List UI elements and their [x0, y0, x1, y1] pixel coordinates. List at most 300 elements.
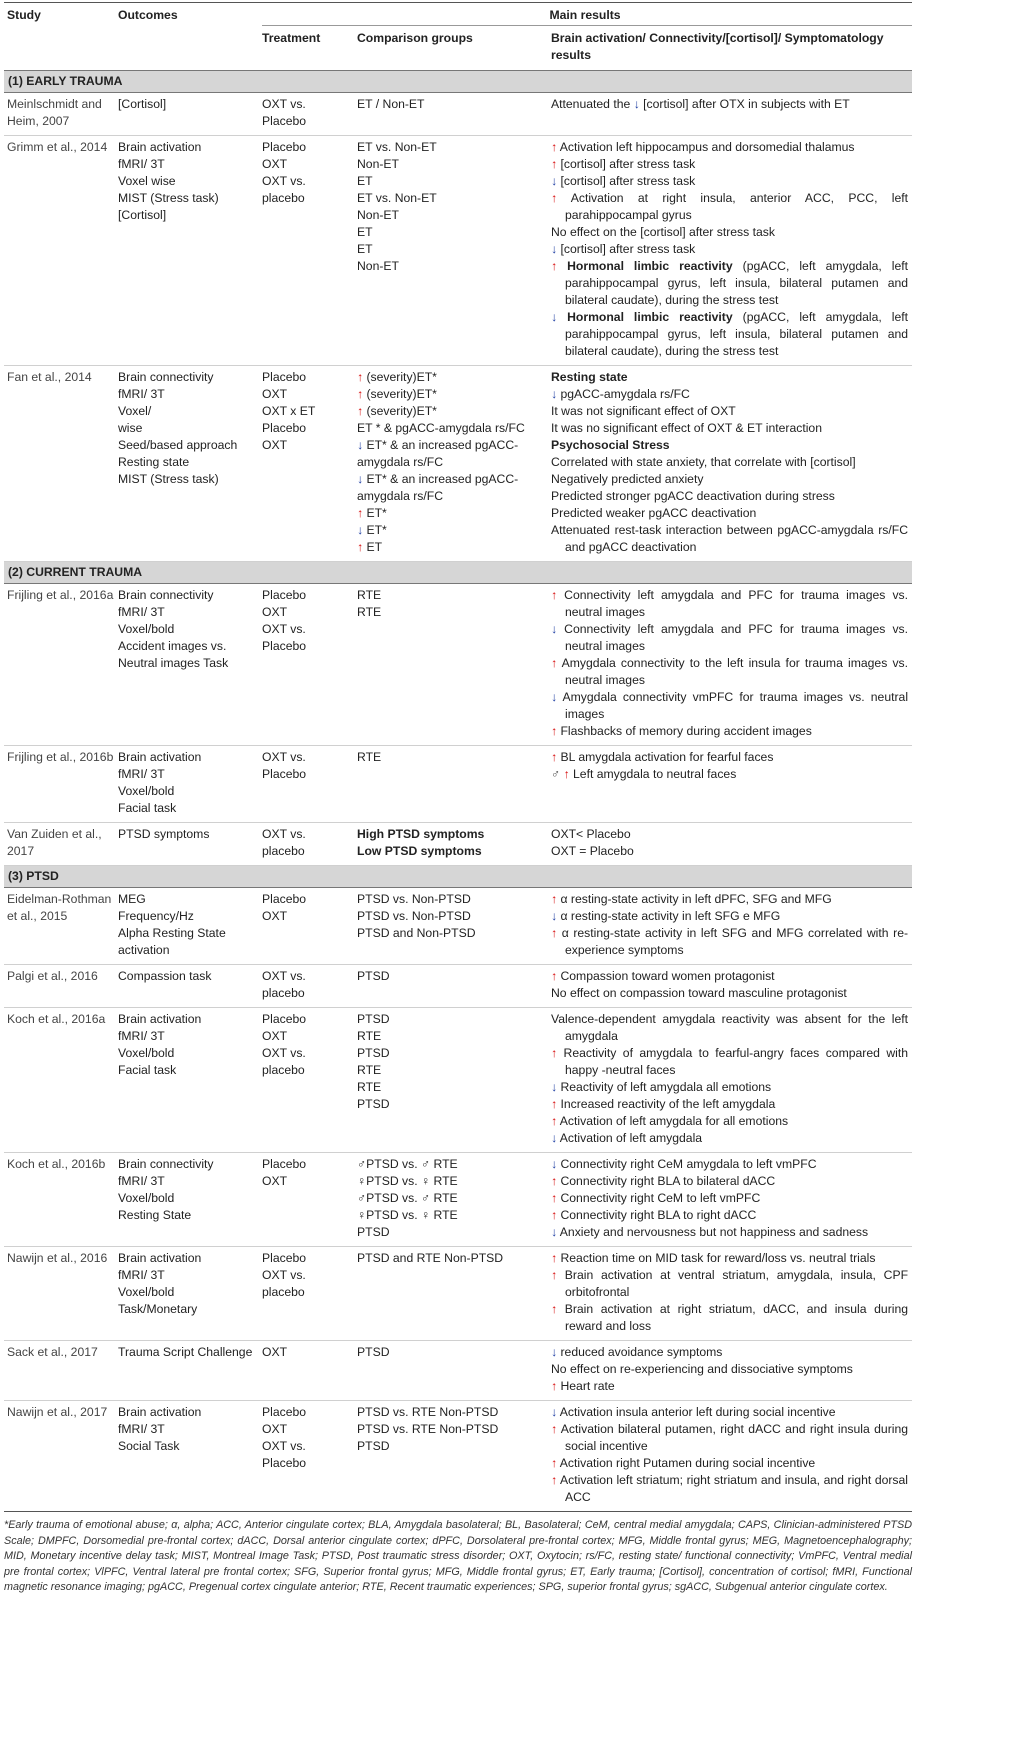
- treatment-cell: [262, 584, 357, 746]
- down-arrow-icon: ↓: [551, 387, 558, 401]
- result-line: [551, 1096, 908, 1113]
- up-arrow-icon: ↑: [551, 1302, 558, 1316]
- up-arrow-icon: ↑: [551, 588, 558, 602]
- outcome-line: [Cortisol]: [118, 97, 167, 111]
- result-text: Activation left hippocampus and dorsomedial thalamus: [557, 140, 855, 154]
- comparison-cell: [357, 136, 551, 366]
- comparison-text: PTSD vs. Non-PTSD: [357, 909, 471, 923]
- col-header-results: Brain activation/ Connectivity/[cortisol]/ Symptomatology results: [551, 26, 912, 71]
- result-line: [551, 1045, 908, 1079]
- comparison-line: [357, 369, 547, 386]
- comparison-text: ET vs. Non-ET: [357, 191, 437, 205]
- up-arrow-icon: ↑: [357, 540, 364, 554]
- up-arrow-icon: ↑: [551, 1422, 558, 1436]
- result-line: [551, 968, 908, 985]
- study-name: Grimm et al., 2014: [4, 136, 118, 366]
- outcome-line: Task/Monetary: [118, 1302, 198, 1316]
- treatment-line: Placebo: [262, 1012, 307, 1026]
- treatment-line: OXT: [262, 1174, 288, 1188]
- study-row: [4, 1247, 912, 1341]
- result-text: (pgACC, left amygdala, left parahippocampal gyrus, left insula, bilateral putamen and bilateral caudate), during the stress test: [565, 310, 909, 358]
- treatment-line: Placebo: [262, 421, 307, 435]
- comparison-cell: [357, 93, 551, 136]
- outcome-line: Brain activation: [118, 1012, 202, 1026]
- result-text: Predicted weaker pgACC deactivation: [551, 506, 757, 520]
- outcome-line: fMRI/ 3T: [118, 1422, 165, 1436]
- result-line: [551, 139, 908, 156]
- comparison-text: ET / Non-ET: [357, 97, 425, 111]
- treatment-cell: [262, 1401, 357, 1512]
- result-text: (pgACC, left amygdala, left parahippocampal gyrus, left insula, bilateral putamen and bilateral caudate), during the stress test: [565, 259, 909, 307]
- result-line: [551, 621, 908, 655]
- results-cell: [551, 965, 912, 1008]
- result-text: BL amygdala activation for fearful faces: [557, 750, 774, 764]
- comparison-text: (severity)ET*: [366, 387, 437, 401]
- result-line: [551, 1421, 908, 1455]
- result-text: Activation of left amygdala for all emotions: [557, 1114, 789, 1128]
- result-text: [557, 259, 567, 273]
- result-line: [551, 1113, 908, 1130]
- result-line: [551, 1173, 908, 1190]
- col-header-outcomes: Outcomes: [118, 3, 262, 26]
- outcome-line: MIST (Stress task): [118, 191, 219, 205]
- result-text: Connectivity right CeM to left vmPFC: [557, 1191, 761, 1205]
- up-arrow-icon: ↑: [551, 724, 558, 738]
- down-arrow-icon: ↓: [551, 690, 558, 704]
- outcome-line: Frequency/Hz: [118, 909, 194, 923]
- treatment-line: OXT vs.: [262, 750, 306, 764]
- comparison-line: [357, 1344, 547, 1361]
- up-arrow-icon: ↑: [357, 506, 364, 520]
- comparison-line: [357, 1250, 547, 1267]
- study-row: [4, 584, 912, 746]
- up-arrow-icon: ↑: [551, 750, 558, 764]
- up-arrow-icon: ↑: [551, 1208, 558, 1222]
- comparison-cell: [357, 1153, 551, 1247]
- result-text: [cortisol] after OTX in subjects with ET: [639, 97, 850, 111]
- comparison-line: [357, 826, 547, 843]
- outcome-line: Social Task: [118, 1439, 180, 1453]
- comparison-text: PTSD and Non-PTSD: [357, 926, 476, 940]
- outcome-line: [Cortisol]: [118, 208, 167, 222]
- study-name: Nawijn et al., 2016: [4, 1247, 118, 1341]
- result-text: [cortisol] after stress task: [557, 174, 696, 188]
- outcomes-cell: [118, 584, 262, 746]
- up-arrow-icon: ↑: [551, 1251, 558, 1265]
- comparison-line: [357, 1062, 547, 1079]
- outcome-line: fMRI/ 3T: [118, 605, 165, 619]
- comparison-text: PTSD: [357, 969, 390, 983]
- up-arrow-icon: ↑: [551, 1114, 558, 1128]
- result-line: [551, 1079, 908, 1096]
- result-text: Connectivity left amygdala and PFC for trauma images vs. neutral images: [557, 622, 909, 653]
- comparison-text: ♀PTSD vs. ♀ RTE: [357, 1174, 458, 1188]
- result-text: Predicted stronger pgACC deactivation during stress: [551, 489, 835, 503]
- study-name: Eidelman-Rothman et al., 2015: [4, 888, 118, 965]
- result-line: [551, 1455, 908, 1472]
- treatment-cell: [262, 965, 357, 1008]
- result-line: [551, 1378, 908, 1395]
- comparison-text: PTSD: [357, 1046, 390, 1060]
- treatment-line: Placebo: [262, 1456, 307, 1470]
- result-text: Activation bilateral putamen, right dACC and right insula during social incentive: [557, 1422, 909, 1453]
- treatment-line: placebo: [262, 1285, 305, 1299]
- treatment-cell: [262, 888, 357, 965]
- up-arrow-icon: ↑: [551, 969, 558, 983]
- treatment-line: placebo: [262, 844, 305, 858]
- treatment-line: placebo: [262, 191, 305, 205]
- result-text: Resting state: [551, 370, 628, 384]
- outcomes-cell: [118, 746, 262, 823]
- comparison-text: RTE: [357, 605, 382, 619]
- table-header: [4, 3, 912, 71]
- result-text: Attenuated rest-task interaction between pgACC-amygdala rs/FC and pgACC deactivation: [551, 523, 909, 554]
- result-line: [551, 1190, 908, 1207]
- treatment-line: OXT vs.: [262, 174, 306, 188]
- comparison-line: [357, 1045, 547, 1062]
- result-line: [551, 403, 908, 420]
- comparison-cell: [357, 1401, 551, 1512]
- outcome-line: fMRI/ 3T: [118, 1174, 165, 1188]
- comparison-text: Non-ET: [357, 259, 399, 273]
- treatment-line: Placebo: [262, 1157, 307, 1171]
- results-cell: [551, 746, 912, 823]
- up-arrow-icon: ↑: [563, 767, 570, 781]
- outcome-line: Brain activation: [118, 1405, 202, 1419]
- down-arrow-icon: ↓: [357, 472, 364, 486]
- outcomes-cell: [118, 888, 262, 965]
- comparison-line: [357, 843, 547, 860]
- comparison-text: ET: [366, 540, 383, 554]
- comparison-text: PTSD: [357, 1225, 390, 1239]
- up-arrow-icon: ↑: [551, 140, 558, 154]
- result-text: pgACC-amygdala rs/FC: [557, 387, 690, 401]
- result-text: Brain activation at right striatum, dACC, and insula during reward and loss: [557, 1302, 909, 1333]
- treatment-line: Placebo: [262, 140, 307, 154]
- comparison-text: ♂PTSD vs. ♂ RTE: [357, 1191, 458, 1205]
- col-header-comparison-groups: Comparison groups: [357, 26, 551, 71]
- results-cell: [551, 823, 912, 866]
- down-arrow-icon: ↓: [551, 242, 558, 256]
- comparison-text: RTE: [357, 588, 382, 602]
- treatment-line: Placebo: [262, 588, 307, 602]
- outcomes-cell: [118, 136, 262, 366]
- outcome-line: Brain connectivity: [118, 588, 214, 602]
- results-cell: [551, 136, 912, 366]
- result-text: No effect on compassion toward masculine protagonist: [551, 986, 847, 1000]
- outcomes-cell: [118, 1153, 262, 1247]
- study-row: [4, 888, 912, 965]
- result-line: [551, 1404, 908, 1421]
- treatment-cell: [262, 93, 357, 136]
- result-line: [551, 1361, 908, 1378]
- up-arrow-icon: ↑: [551, 191, 558, 205]
- comparison-line: [357, 258, 547, 275]
- treatment-line: OXT: [262, 1029, 288, 1043]
- table-body: [4, 71, 912, 1512]
- outcome-line: fMRI/ 3T: [118, 387, 165, 401]
- down-arrow-icon: ↓: [551, 622, 558, 636]
- study-row: [4, 1008, 912, 1153]
- result-text: It was not significant effect of OXT: [551, 404, 736, 418]
- outcome-line: Voxel/: [118, 404, 152, 418]
- result-text: Heart rate: [557, 1379, 615, 1393]
- treatment-line: OXT x ET: [262, 404, 316, 418]
- comparison-text: PTSD vs. RTE Non-PTSD: [357, 1405, 499, 1419]
- result-line: [551, 1156, 908, 1173]
- outcome-line: Voxel/bold: [118, 1285, 175, 1299]
- results-cell: [551, 93, 912, 136]
- outcome-line: Brain activation: [118, 140, 202, 154]
- down-arrow-icon: ↓: [551, 909, 558, 923]
- result-line: [551, 749, 908, 766]
- outcome-line: PTSD symptoms: [118, 827, 210, 841]
- study-name: Nawijn et al., 2017: [4, 1401, 118, 1512]
- result-line: [551, 891, 908, 908]
- comparison-cell: [357, 888, 551, 965]
- results-cell: [551, 584, 912, 746]
- result-text: OXT = Placebo: [551, 844, 634, 858]
- study-row: [4, 1153, 912, 1247]
- comparison-text: PTSD and RTE Non-PTSD: [357, 1251, 504, 1265]
- comparison-line: [357, 471, 547, 505]
- result-line: [551, 1250, 908, 1267]
- outcome-line: Voxel wise: [118, 174, 176, 188]
- result-line: [551, 488, 908, 505]
- down-arrow-icon: ↓: [551, 1157, 558, 1171]
- outcomes-cell: [118, 823, 262, 866]
- treatment-cell: [262, 746, 357, 823]
- result-line: [551, 258, 908, 309]
- result-line: [551, 369, 908, 386]
- outcome-line: MEG: [118, 892, 146, 906]
- comparison-line: [357, 749, 547, 766]
- comparison-line: [357, 1190, 547, 1207]
- comparison-text: RTE: [357, 1063, 382, 1077]
- up-arrow-icon: ↑: [551, 1191, 558, 1205]
- result-text: Correlated with state anxiety, that correlate with [cortisol]: [551, 455, 856, 469]
- up-arrow-icon: ↑: [551, 1174, 558, 1188]
- up-arrow-icon: ↑: [357, 370, 364, 384]
- table-footnote: *Early trauma of emotional abuse; α, alpha; ACC, Anterior cingulate cortex; BLA, Amygdala basolateral; BL, Basolateral; CeM, central medial amygdala; CAPS, Clinician-administered PTSD Scale; DMPFC, Dorsomedial pre-frontal cortex; dACC, Dorsal anterior cingulate cortex; dPFC, Dorsolateral pre-frontal cortex; MFG, Middle frontal gyrus; MEG, Magnetoencephalography; MID, Monetary incentive delay task; MIST, Montreal Image Task; PTSD, Post traumatic stress disorder; OXT, Oxytocin; rs/FC, resting state/ functional connectivity; VmPFC, Ventral medial pre frontal cortex; VlPFC, Ventral lateral pre frontal cortex; SFG, Superior frontal gyrus; MFG, Middle frontal gyrus; ET, Early trauma; [Cortisol], concentration of cortisol; fMRI, Functional magnetic resonance imaging; pgACC, Pregenual cortex cingulate anterior; RTE, Recent traumatic experiences; SPG, superior frontal gyrus; sgACC, Subgenual anterior cingulate cortex.: [4, 1519, 912, 1593]
- result-text: Psychosocial Stress: [551, 438, 670, 452]
- result-text: Hormonal limbic reactivity: [567, 259, 733, 273]
- outcomes-cell: [118, 93, 262, 136]
- results-cell: [551, 1247, 912, 1341]
- comparison-cell: [357, 965, 551, 1008]
- outcome-line: Brain activation: [118, 1251, 202, 1265]
- section-title: (2) CURRENT TRAUMA: [4, 562, 912, 584]
- study-name: Frijling et al., 2016a: [4, 584, 118, 746]
- treatment-line: OXT: [262, 605, 288, 619]
- outcome-line: Trauma Script Challenge: [118, 1345, 253, 1359]
- outcome-line: Resting state: [118, 455, 190, 469]
- comparison-cell: [357, 584, 551, 746]
- comparison-line: [357, 1438, 547, 1455]
- result-text: Amygdala connectivity to the left insula for trauma images vs. neutral images: [557, 656, 909, 687]
- treatment-line: placebo: [262, 1063, 305, 1077]
- treatment-line: OXT: [262, 157, 288, 171]
- comparison-text: ET * & pgACC-amygdala rs/FC: [357, 421, 525, 435]
- comparison-cell: [357, 746, 551, 823]
- outcome-line: Voxel/bold: [118, 1046, 175, 1060]
- section-row: [4, 562, 912, 584]
- comparison-line: [357, 908, 547, 925]
- comparison-text: ET*: [366, 506, 387, 520]
- result-text: Reactivity of left amygdala all emotions: [557, 1080, 772, 1094]
- down-arrow-icon: ↓: [551, 1080, 558, 1094]
- comparison-line: [357, 207, 547, 224]
- result-line: [551, 925, 908, 959]
- outcome-line: fMRI/ 3T: [118, 157, 165, 171]
- study-name: Koch et al., 2016a: [4, 1008, 118, 1153]
- up-arrow-icon: ↑: [551, 892, 558, 906]
- results-cell: [551, 888, 912, 965]
- up-arrow-icon: ↑: [551, 926, 558, 940]
- outcomes-cell: [118, 366, 262, 562]
- up-arrow-icon: ↑: [551, 1046, 558, 1060]
- comparison-cell: [357, 1247, 551, 1341]
- down-arrow-icon: ↓: [357, 523, 364, 537]
- treatment-cell: [262, 136, 357, 366]
- result-line: [551, 655, 908, 689]
- comparison-line: [357, 173, 547, 190]
- comparison-text: ET: [357, 174, 373, 188]
- up-arrow-icon: ↑: [551, 656, 558, 670]
- outcome-line: wise: [118, 421, 143, 435]
- comparison-cell: [357, 366, 551, 562]
- study-name: Sack et al., 2017: [4, 1341, 118, 1401]
- result-line: [551, 1267, 908, 1301]
- study-row: [4, 746, 912, 823]
- outcomes-cell: [118, 965, 262, 1008]
- result-text: α resting-state activity in left SFG e MFG: [557, 909, 781, 923]
- result-line: [551, 908, 908, 925]
- outcome-line: Compassion task: [118, 969, 212, 983]
- treatment-cell: [262, 1247, 357, 1341]
- up-arrow-icon: ↑: [551, 1097, 558, 1111]
- comparison-line: [357, 403, 547, 420]
- up-arrow-icon: ↑: [357, 404, 364, 418]
- result-line: [551, 1344, 908, 1361]
- down-arrow-icon: ↓: [551, 1131, 558, 1145]
- treatment-line: OXT vs.: [262, 827, 306, 841]
- comparison-cell: [357, 1008, 551, 1153]
- comparison-line: [357, 1028, 547, 1045]
- outcomes-cell: [118, 1401, 262, 1512]
- comparison-text: (severity)ET*: [366, 404, 437, 418]
- outcome-line: Facial task: [118, 801, 177, 815]
- up-arrow-icon: ↑: [551, 1456, 558, 1470]
- result-text: Activation at right insula, anterior ACC, PCC, left parahippocampal gyrus: [557, 191, 909, 222]
- study-name: Fan et al., 2014: [4, 366, 118, 562]
- comparison-text: RTE: [357, 1029, 382, 1043]
- treatment-line: Placebo: [262, 1405, 307, 1419]
- result-line: [551, 190, 908, 224]
- result-line: [551, 1224, 908, 1241]
- result-text: Activation insula anterior left during social incentive: [557, 1405, 836, 1419]
- study-row: [4, 93, 912, 136]
- result-text: Reactivity of amygdala to fearful-angry faces compared with happy -neutral faces: [557, 1046, 909, 1077]
- study-name: Meinlschmidt and Heim, 2007: [4, 93, 118, 136]
- outcomes-cell: [118, 1341, 262, 1401]
- result-text: Reaction time on MID task for reward/loss vs. neutral trials: [557, 1251, 876, 1265]
- results-cell: [551, 1008, 912, 1153]
- comparison-text: (severity)ET*: [366, 370, 437, 384]
- comparison-cell: [357, 1341, 551, 1401]
- result-line: [551, 1130, 908, 1147]
- result-line: [551, 454, 908, 471]
- section-row: [4, 866, 912, 888]
- comparison-line: [357, 156, 547, 173]
- outcome-line: fMRI/ 3T: [118, 1029, 165, 1043]
- result-line: [551, 437, 908, 454]
- result-line: [551, 96, 908, 113]
- outcome-line: Seed/based approach: [118, 438, 238, 452]
- result-line: [551, 505, 908, 522]
- result-line: [551, 843, 908, 860]
- outcomes-cell: [118, 1247, 262, 1341]
- outcome-line: Resting State: [118, 1208, 192, 1222]
- outcome-line: Brain connectivity: [118, 370, 214, 384]
- result-line: [551, 1301, 908, 1335]
- result-line: [551, 386, 908, 403]
- result-text: OXT< Placebo: [551, 827, 631, 841]
- outcome-line: Alpha Resting State activation: [118, 926, 226, 957]
- comparison-line: [357, 1404, 547, 1421]
- result-text: Connectivity right BLA to right dACC: [557, 1208, 757, 1222]
- result-text: Negatively predicted anxiety: [551, 472, 704, 486]
- result-line: [551, 587, 908, 621]
- comparison-text: RTE: [357, 750, 382, 764]
- result-line: [551, 241, 908, 258]
- up-arrow-icon: ↑: [551, 1268, 558, 1282]
- results-cell: [551, 366, 912, 562]
- comparison-text: PTSD vs. RTE Non-PTSD: [357, 1422, 499, 1436]
- section-title: (3) PTSD: [4, 866, 912, 888]
- study-name: Koch et al., 2016b: [4, 1153, 118, 1247]
- result-line: [551, 985, 908, 1002]
- comparison-line: [357, 1207, 547, 1224]
- result-text: Activation of left amygdala: [557, 1131, 703, 1145]
- study-row: [4, 965, 912, 1008]
- comparison-line: [357, 420, 547, 437]
- comparison-line: [357, 539, 547, 556]
- result-line: [551, 309, 908, 360]
- study-row: [4, 1401, 912, 1512]
- result-text: Increased reactivity of the left amygdala: [557, 1097, 776, 1111]
- comparison-line: [357, 1173, 547, 1190]
- result-text: Brain activation at ventral striatum, amygdala, insula, CPF orbitofrontal: [557, 1268, 909, 1299]
- col-header-study: Study: [4, 3, 118, 26]
- outcome-line: Brain activation: [118, 750, 202, 764]
- result-line: [551, 723, 908, 740]
- comparison-line: [357, 968, 547, 985]
- result-text: α resting-state activity in left dPFC, SFG and MFG: [557, 892, 832, 906]
- comparison-line: [357, 1156, 547, 1173]
- result-line: [551, 522, 908, 556]
- result-line: [551, 173, 908, 190]
- comparison-text: PTSD: [357, 1097, 390, 1111]
- study-name: Palgi et al., 2016: [4, 965, 118, 1008]
- study-row: [4, 823, 912, 866]
- study-row: [4, 366, 912, 562]
- outcome-line: Voxel/bold: [118, 1191, 175, 1205]
- outcome-line: Voxel/bold: [118, 622, 175, 636]
- comparison-text: PTSD: [357, 1439, 390, 1453]
- result-line: [551, 1207, 908, 1224]
- comparison-text: Non-ET: [357, 157, 399, 171]
